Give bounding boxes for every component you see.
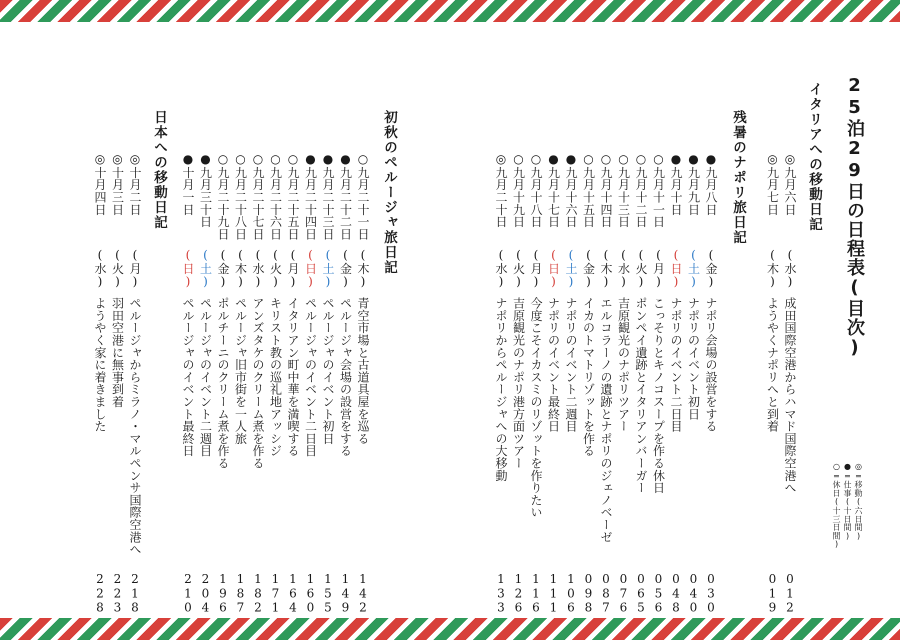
entry-title: ナポリのイベント最終日 (546, 297, 561, 433)
entry-weekday: (金) (338, 248, 353, 289)
entry-page-number: 204 (198, 572, 213, 615)
entry-page-number: 218 (128, 572, 142, 615)
top-border-stripe (0, 0, 900, 22)
toc-entry[interactable] (633, 152, 648, 615)
legend-move: ◎=移動(六日間) (854, 462, 863, 541)
entry-weekday: (月) (651, 248, 666, 289)
entry-title: こっそりとキノコスープを作る休日 (651, 297, 666, 494)
toc-entry[interactable] (598, 152, 613, 615)
entry-title: 吉原観光のナポリツアー (616, 297, 631, 433)
entry-date: ○九月二十五日 (286, 152, 300, 241)
entry-weekday: (火) (634, 248, 648, 289)
entry-date: ○九月十四日 (599, 152, 613, 228)
entry-title: ペルージャ旧市街を一人旅 (233, 297, 248, 445)
toc-entry[interactable] (92, 152, 107, 615)
entry-page-number: 012 (783, 572, 797, 615)
entry-weekday: (日) (669, 248, 683, 289)
entry-page-number: 155 (321, 572, 335, 615)
toc-entry[interactable] (686, 152, 701, 615)
entry-title: イカのトマトリゾットを作る (581, 297, 596, 457)
entry-title: ペルージャのイベント二日目 (303, 297, 318, 457)
entry-title: 吉原観光のナポリ港方面ツアー (511, 297, 526, 470)
entry-page-number: 210 (181, 572, 195, 615)
entry-page-number: 228 (93, 572, 107, 615)
toc-entry[interactable] (765, 152, 780, 615)
entry-date: ●九月十日 (669, 152, 683, 216)
entry-weekday: (火) (110, 248, 125, 289)
entry-title: ペルージャのイベント初日 (321, 297, 335, 445)
entry-weekday: (土) (198, 248, 213, 289)
toc-entry[interactable] (198, 152, 213, 615)
toc-entry[interactable] (285, 152, 300, 615)
entry-page-number: 133 (494, 572, 508, 615)
entry-title: ペルージャのイベント最終日 (181, 297, 195, 457)
entry-date: ●九月十六日 (564, 152, 578, 228)
toc-entry[interactable] (127, 152, 142, 615)
entry-page-number: 065 (634, 572, 648, 615)
entry-weekday: (木) (356, 248, 370, 289)
entry-weekday: (月) (529, 248, 543, 289)
entry-date: ●九月九日 (686, 152, 701, 216)
entry-title: ペルージャのイベント二週目 (198, 297, 213, 457)
entry-page-number: 160 (303, 572, 318, 615)
entry-page-number: 164 (286, 572, 300, 615)
entry-title: ナポリからペルージャへの大移動 (494, 297, 508, 482)
entry-date: ◎十月四日 (93, 152, 107, 216)
toc-entry[interactable] (355, 152, 370, 615)
entry-page-number: 111 (546, 572, 561, 615)
toc-entry[interactable] (703, 152, 718, 615)
entry-title: ペルージャからミラノ・マルペンサ国際空港へ (128, 297, 142, 556)
entry-title: ようやくナポリへと到着 (765, 297, 780, 433)
entry-date: ○九月二十一日 (356, 152, 370, 241)
entry-page-number: 142 (356, 572, 370, 615)
entry-page-number: 048 (669, 572, 683, 615)
entry-page-number: 076 (616, 572, 631, 615)
entry-page-number: 098 (581, 572, 596, 615)
entry-date: ○九月二十七日 (251, 152, 265, 241)
entry-date: ○九月二十八日 (233, 152, 248, 241)
entry-title: 成田国際空港からハマド国際空港へ (783, 297, 797, 494)
entry-weekday: (水) (93, 248, 107, 289)
entry-date: ◎十月三日 (110, 152, 125, 216)
entry-title: ポンペイ遺跡とイタリアンバーガー (634, 297, 648, 494)
entry-page-number: 116 (529, 572, 543, 615)
entry-weekday: (木) (233, 248, 248, 289)
entry-weekday: (日) (181, 248, 195, 289)
entry-date: ●十月一日 (181, 152, 195, 216)
entry-date: ○九月十一日 (651, 152, 666, 228)
entry-page-number: 149 (338, 572, 353, 615)
entry-title: ようやく家に着きました (93, 297, 107, 433)
entry-page-number: 056 (651, 572, 666, 615)
entry-title: ナポリのイベント二日目 (669, 297, 683, 433)
entry-title: エルコラーノの遺跡とナポリのジェノベーゼ (599, 297, 613, 543)
entry-page-number: 187 (233, 572, 248, 615)
entry-weekday: (月) (128, 248, 142, 289)
entry-page-number: 087 (599, 572, 613, 615)
entry-date: ○九月十三日 (616, 152, 631, 228)
toc-entry[interactable] (250, 152, 265, 615)
entry-weekday: (水) (251, 248, 265, 289)
entry-page-number: 171 (268, 572, 283, 615)
entry-date: ◎九月二十日 (494, 152, 508, 228)
entry-page-number: 106 (564, 572, 578, 615)
section-heading: 残暑のナポリ旅日記 (730, 110, 746, 245)
entry-title: イタリアン町中華を満喫する (286, 297, 300, 457)
toc-entry[interactable] (180, 152, 195, 615)
entry-weekday: (金) (704, 248, 718, 289)
toc-entry[interactable] (563, 152, 578, 615)
toc-entry[interactable] (303, 152, 318, 615)
toc-entry[interactable] (651, 152, 666, 615)
entry-date: ●九月十七日 (546, 152, 561, 228)
entry-weekday: (火) (268, 248, 283, 289)
legend-work: ●=仕事(十日間) (843, 462, 852, 541)
entry-title: 今度こそイカスミのリゾットを作りたい (529, 297, 543, 519)
toc-entry[interactable] (215, 152, 230, 615)
entry-title: アンズタケのクリーム煮を作る (251, 297, 265, 470)
section-heading: イタリアへの移動日記 (806, 82, 822, 232)
entry-date: ○九月十二日 (634, 152, 648, 228)
entry-date: ●九月二十二日 (338, 152, 353, 241)
toc-entry[interactable] (320, 152, 335, 615)
entry-date: ●九月三十日 (198, 152, 213, 228)
toc-entry[interactable] (581, 152, 596, 615)
toc-entry[interactable] (493, 152, 508, 615)
entry-title: キリスト教の巡礼地アッシジ (268, 297, 283, 457)
entry-weekday: (月) (286, 248, 300, 289)
entry-page-number: 040 (686, 572, 701, 615)
entry-weekday: (土) (686, 248, 701, 289)
entry-weekday: (水) (783, 248, 797, 289)
page-title: 25泊29日の日程表(目次) (844, 75, 865, 359)
entry-weekday: (金) (581, 248, 596, 289)
entry-title: 羽田空港に無事到着 (110, 297, 125, 408)
entry-title: ペルージャ会場の設営をする (338, 297, 353, 457)
toc-entry[interactable] (338, 152, 353, 615)
entry-title: ポルチーニのクリーム煮を作る (216, 297, 230, 470)
entry-page-number: 196 (216, 572, 230, 615)
entry-date: ◎九月七日 (765, 152, 780, 216)
toc-entry[interactable] (782, 152, 797, 615)
entry-date: ◎十月二日 (128, 152, 142, 216)
entry-weekday: (金) (216, 248, 230, 289)
entry-page-number: 030 (704, 572, 718, 615)
entry-weekday: (水) (616, 248, 631, 289)
entry-date: ◎九月六日 (783, 152, 797, 216)
entry-title: ナポリのイベント初日 (686, 297, 701, 420)
toc-entry[interactable] (616, 152, 631, 615)
entry-page-number: 182 (251, 572, 265, 615)
entry-weekday: (木) (765, 248, 780, 289)
entry-weekday: (日) (546, 248, 561, 289)
entry-title: 青空市場と古道具屋を巡る (356, 297, 370, 445)
toc-entry[interactable] (110, 152, 125, 615)
entry-weekday: (火) (511, 248, 526, 289)
entry-weekday: (土) (321, 248, 335, 289)
entry-date: ○九月二十九日 (216, 152, 230, 241)
entry-date: ○九月十九日 (511, 152, 526, 228)
toc-entry[interactable] (668, 152, 683, 615)
section-heading: 日本への移動日記 (151, 110, 167, 230)
entry-date: ●九月二十三日 (321, 152, 335, 241)
toc-entry[interactable] (233, 152, 248, 615)
section-heading: 初秋のペルージャ旅日記 (381, 110, 397, 275)
entry-page-number: 019 (765, 572, 780, 615)
legend-holiday: ○=休日(十三日間) (832, 462, 841, 549)
entry-weekday: (土) (564, 248, 578, 289)
bottom-border-stripe (0, 618, 900, 640)
entry-date: ●九月二十四日 (303, 152, 318, 241)
toc-entry[interactable] (511, 152, 526, 615)
entry-weekday: (木) (599, 248, 613, 289)
entry-date: ○九月二十六日 (268, 152, 283, 241)
entry-weekday: (日) (303, 248, 318, 289)
entry-title: ナポリのイベント二週目 (564, 297, 578, 433)
entry-date: ○九月十五日 (581, 152, 596, 228)
entry-page-number: 126 (511, 572, 526, 615)
entry-title: ナポリ会場の設営をする (704, 297, 718, 433)
toc-entry[interactable] (528, 152, 543, 615)
entry-weekday: (水) (494, 248, 508, 289)
entry-date: ○九月十八日 (529, 152, 543, 228)
toc-entry[interactable] (546, 152, 561, 615)
entry-date: ●九月八日 (704, 152, 718, 216)
toc-entry[interactable] (268, 152, 283, 615)
entry-page-number: 223 (110, 572, 125, 615)
